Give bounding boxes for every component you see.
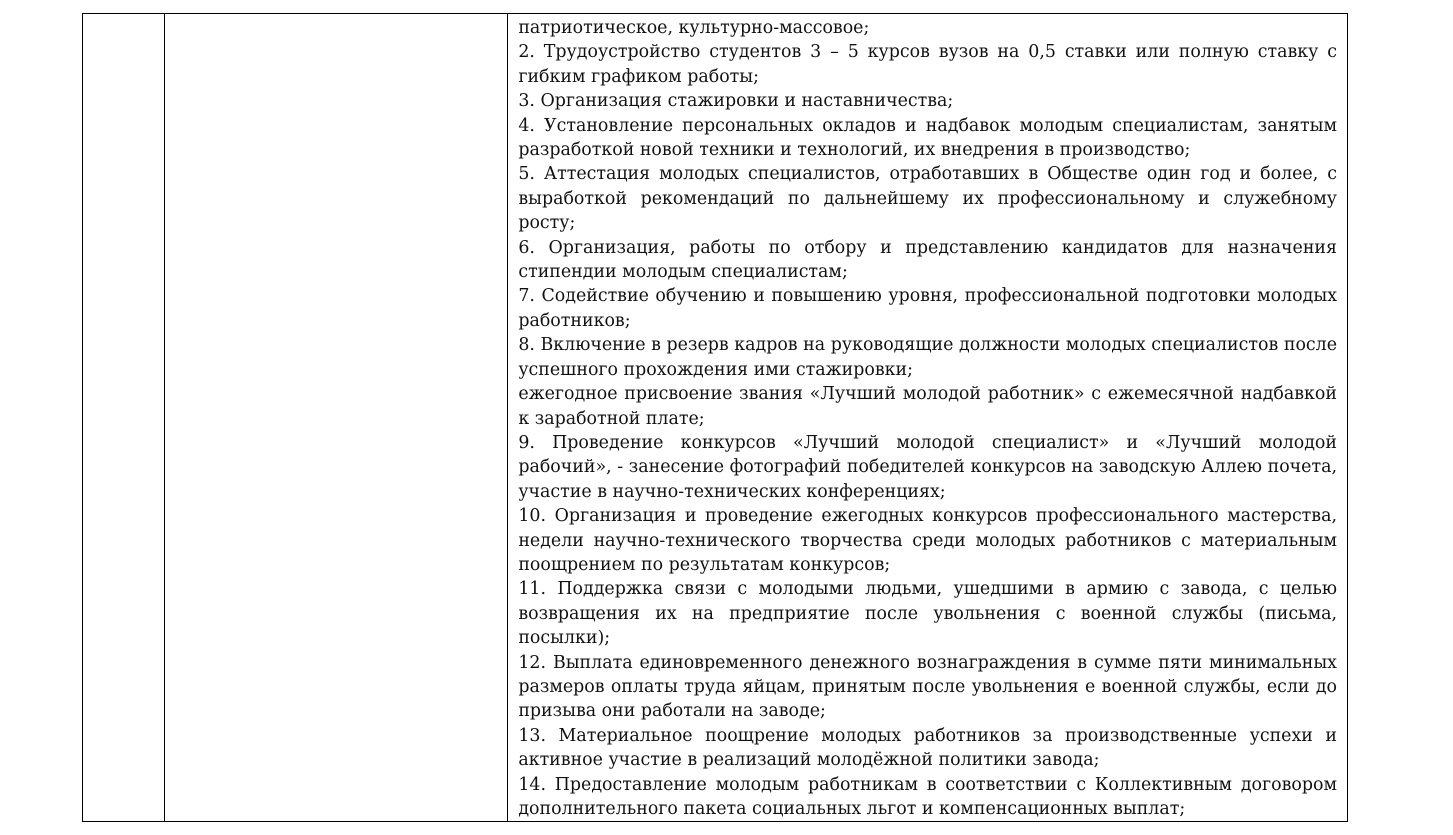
paragraph: 8. Включение в резерв кадров на руководящие должности молодых специалистов после успешного прохождения ими стажировки;	[518, 335, 1337, 380]
paragraph: 12. Выплата единовременного денежного вознаграждения в сумме пяти минимальных размеров оплаты труда яйцам, принятым после увольнения е военной службы, если до призыва они работали на заводе;	[518, 652, 1337, 722]
paragraph: 9. Проведение конкурсов «Лучший молодой специалист» и «Лучший молодой рабочий», - занесение фотографий победителей конкурсов на заводскую Аллею почета, участие в научно-технических конференциях;	[518, 432, 1337, 502]
paragraph: 7. Содействие обучению и повышению уровня, профессиональной подготовки молодых работников;	[518, 286, 1337, 331]
paragraph: 2. Трудоустройство студентов 3 – 5 курсов вузов на 0,5 ставки или полную ставку с гибким графиком работы;	[518, 42, 1337, 87]
paragraph: 10. Организация и проведение ежегодных конкурсов профессионального мастерства, недели научно-технического творчества среди молодых работников с материальным поощрением по результатам конкурсов;	[518, 506, 1337, 575]
paragraph: патриотическое, культурно-массовое;	[518, 18, 870, 38]
document-table	[82, 13, 1348, 822]
table-cell-content	[508, 14, 1348, 822]
paragraph: 14. Предоставление молодым работникам в соответствии с Коллективным договором дополнительного пакета социальных льгот и компенсационных выплат;	[518, 774, 1337, 819]
paragraph: 6. Организация, работы по отбору и представлению кандидатов для назначения стипендии молодым специалистам;	[518, 237, 1337, 283]
paragraph: 11. Поддержка связи с молодыми людьми, ушедшими в армию с завода, с целью возвращения их на предприятие после увольнения с военной службы (письма, посылки);	[518, 579, 1337, 649]
paragraph: 4. Установление персональных окладов и надбавок молодым специалистам, занятым разработкой новой техники и технологий, их внедрения в производство;	[518, 115, 1337, 161]
paragraph: 3. Организация стажировки и наставничества;	[518, 91, 954, 112]
table-cell-number	[83, 14, 165, 822]
table-cell-name	[165, 14, 508, 822]
table-row	[83, 14, 1348, 822]
paragraph: 5. Аттестация молодых специалистов, отработавших в Обществе один год и более, с выработкой рекомендаций по дальнейшему их профессиональному и служебному росту;	[518, 164, 1337, 234]
paragraph: 13. Материальное поощрение молодых работников за производственные успехи и активное участие в реализаций молодёжной политики завода;	[518, 725, 1337, 771]
paragraph: ежегодное присвоение звания «Лучший молодой работник» с ежемесячной надбавкой к заработной плате;	[518, 384, 1337, 429]
